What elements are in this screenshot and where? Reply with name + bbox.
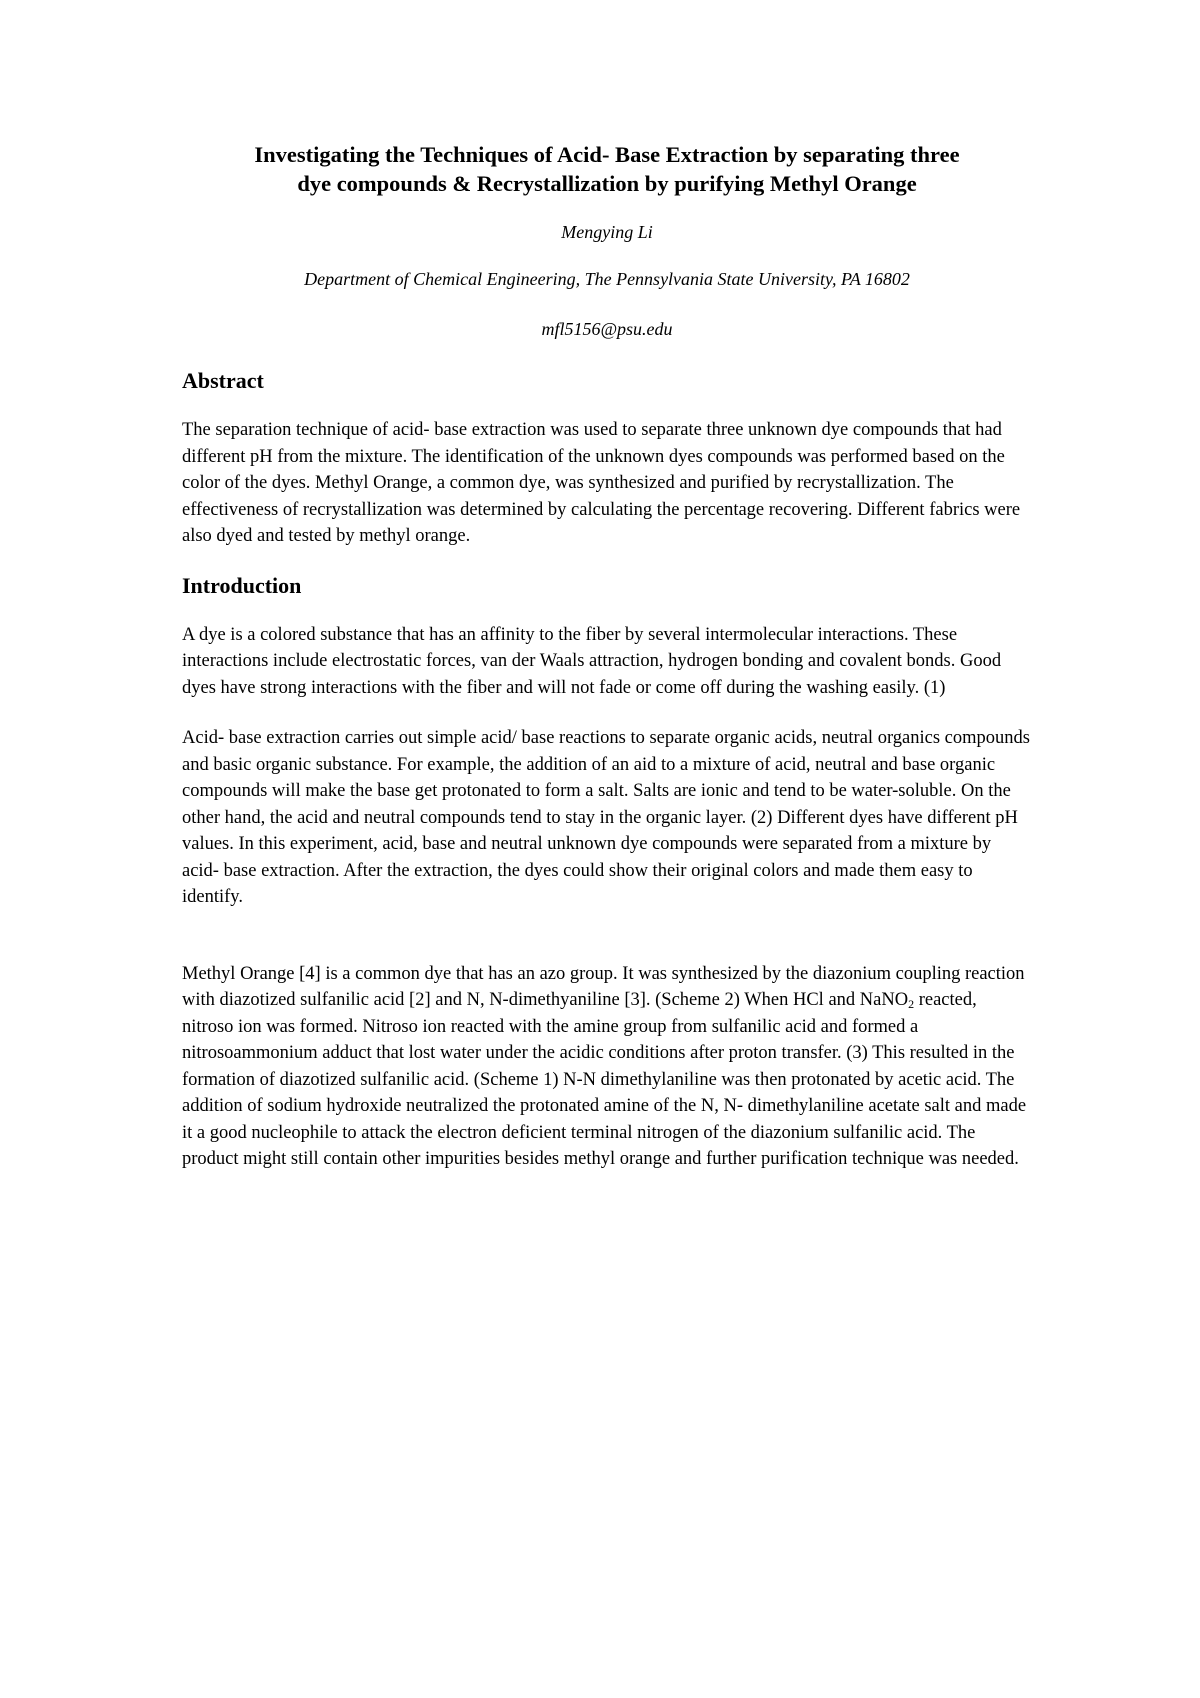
- introduction-paragraph-1: A dye is a colored substance that has an affinity to the fiber by several intermolecular interactions. These interactions include electrostatic forces, van der Waals attraction, hydrogen bonding and covalent bonds. Good dyes have strong interactions with the fiber and will not fade or come off during the washing easily. (1): [182, 624, 1002, 698]
- author-name: Mengying Li: [561, 222, 653, 242]
- title-line-1: Investigating the Techniques of Acid- Base Extraction by separating three: [254, 142, 960, 167]
- abstract-heading: Abstract: [182, 368, 264, 393]
- author-affiliation: Department of Chemical Engineering, The Pennsylvania State University, PA 16802: [304, 269, 910, 289]
- title-line-2: dye compounds & Recrystallization by purifying Methyl Orange: [297, 171, 917, 196]
- paper-page: [182, 140, 1032, 1173]
- paper-title: [182, 140, 1032, 198]
- abstract-paragraph: The separation technique of acid- base extraction was used to separate three unknown dye compounds that had different pH from the mixture. The identification of the unknown dyes compounds was performed based on the color of the dyes. Methyl Orange, a common dye, was synthesized and purified by recrystallization. The effectiveness of recrystallization was determined by calculating the percentage recovering. Different fabrics were also dyed and tested by methyl orange.: [182, 420, 1021, 546]
- introduction-paragraph-2: Acid- base extraction carries out simple acid/ base reactions to separate organic acids, neutral organics compounds and basic organic substance. For example, the addition of an aid to a mixture of acid, neutral and base organic compounds will make the base get protonated to form a salt. Salts are ionic and tend to be water-soluble. On the other hand, the acid and neutral compounds tend to stay in the organic layer. (2) Different dyes have different pH values. In this experiment, acid, base and neutral unknown dye compounds were separated from a mixture by acid- base extraction. After the extraction, the dyes could show their original colors and made them easy to identify.: [182, 728, 1030, 907]
- introduction-paragraph-3: [182, 961, 1032, 1173]
- subscript-2: 2: [908, 997, 915, 1011]
- paragraph-3-text-part-1: Methyl Orange [4] is a common dye that has an azo group. It was synthesized by the diazonium coupling reaction with diazotized sulfanilic acid [2] and N, N-dimethyaniline [3]. (Scheme 2) When HCl and NaNO: [182, 963, 1025, 1010]
- paragraph-3-text-part-2: reacted, nitroso ion was formed. Nitroso ion reacted with the amine group from sulfanilic acid and formed a nitrosoammonium adduct that lost water under the acidic conditions after proton transfer. (3) This resulted in the formation of diazotized sulfanilic acid. (Scheme 1) N-N dimethylaniline was then protonated by acetic acid. The addition of sodium hydroxide neutralized the protonated amine of the N, N- dimethylaniline acetate salt and made it a good nucleophile to attack the electron deficient terminal nitrogen of the diazonium sulfanilic acid. The product might still contain other impurities besides methyl orange and further purification technique was needed.: [182, 990, 1027, 1169]
- introduction-heading: Introduction: [182, 572, 302, 598]
- author-email: mfl5156@psu.edu: [541, 319, 673, 339]
